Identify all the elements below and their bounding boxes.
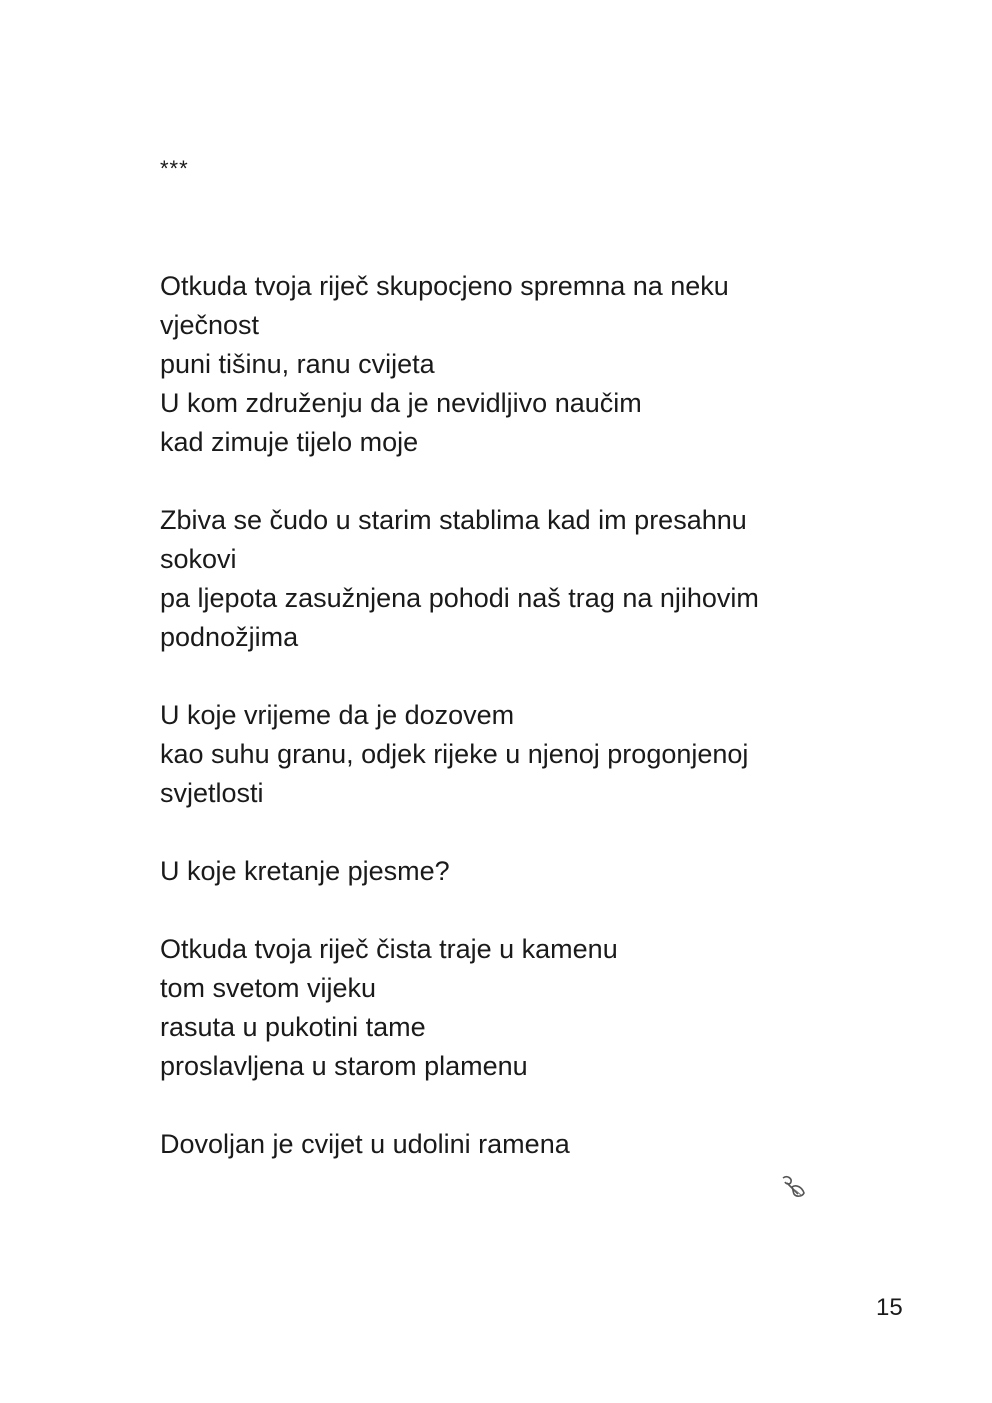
poem-line: U koje vrijeme da je dozovem bbox=[160, 700, 515, 730]
page-number: 15 bbox=[876, 1294, 903, 1321]
poem-line: U koje kretanje pjesme? bbox=[160, 856, 450, 886]
poem-line: Dovoljan je cvijet u udolini ramena bbox=[160, 1129, 570, 1159]
poem-line: puni tišinu, ranu cvijeta bbox=[160, 349, 435, 379]
poem-body bbox=[160, 267, 860, 1203]
poem-line: kad zimuje tijelo moje bbox=[160, 427, 419, 457]
stanza-4 bbox=[160, 852, 860, 891]
stanza-6 bbox=[160, 1125, 860, 1164]
poem-line: vječnost bbox=[160, 310, 260, 340]
stanza-2 bbox=[160, 501, 860, 657]
stanza-3 bbox=[160, 696, 860, 813]
poem-line: tom svetom vijeku bbox=[160, 973, 377, 1003]
poem-line: rasuta u pukotini tame bbox=[160, 1012, 426, 1042]
section-separator: *** bbox=[160, 156, 189, 181]
stanza-5 bbox=[160, 930, 860, 1086]
poem-line: proslavljena u starom plamenu bbox=[160, 1051, 528, 1081]
leaf-ornament-icon bbox=[778, 1172, 808, 1202]
poem-line: sokovi bbox=[160, 544, 237, 574]
stanza-1 bbox=[160, 267, 860, 462]
poem-line: podnožjima bbox=[160, 622, 299, 652]
poem-line: Otkuda tvoja riječ skupocjeno spremna na neku bbox=[160, 271, 729, 301]
poem-line: pa ljepota zasužnjena pohodi naš trag na njihovim bbox=[160, 583, 759, 613]
poem-line: svjetlosti bbox=[160, 778, 264, 808]
poem-line: Otkuda tvoja riječ čista traje u kamenu bbox=[160, 934, 618, 964]
poem-line: kao suhu granu, odjek rijeke u njenoj progonjenoj bbox=[160, 739, 749, 769]
poem-line: U kom združenju da je nevidljivo naučim bbox=[160, 388, 642, 418]
poem-line: Zbiva se čudo u starim stablima kad im presahnu bbox=[160, 505, 747, 535]
